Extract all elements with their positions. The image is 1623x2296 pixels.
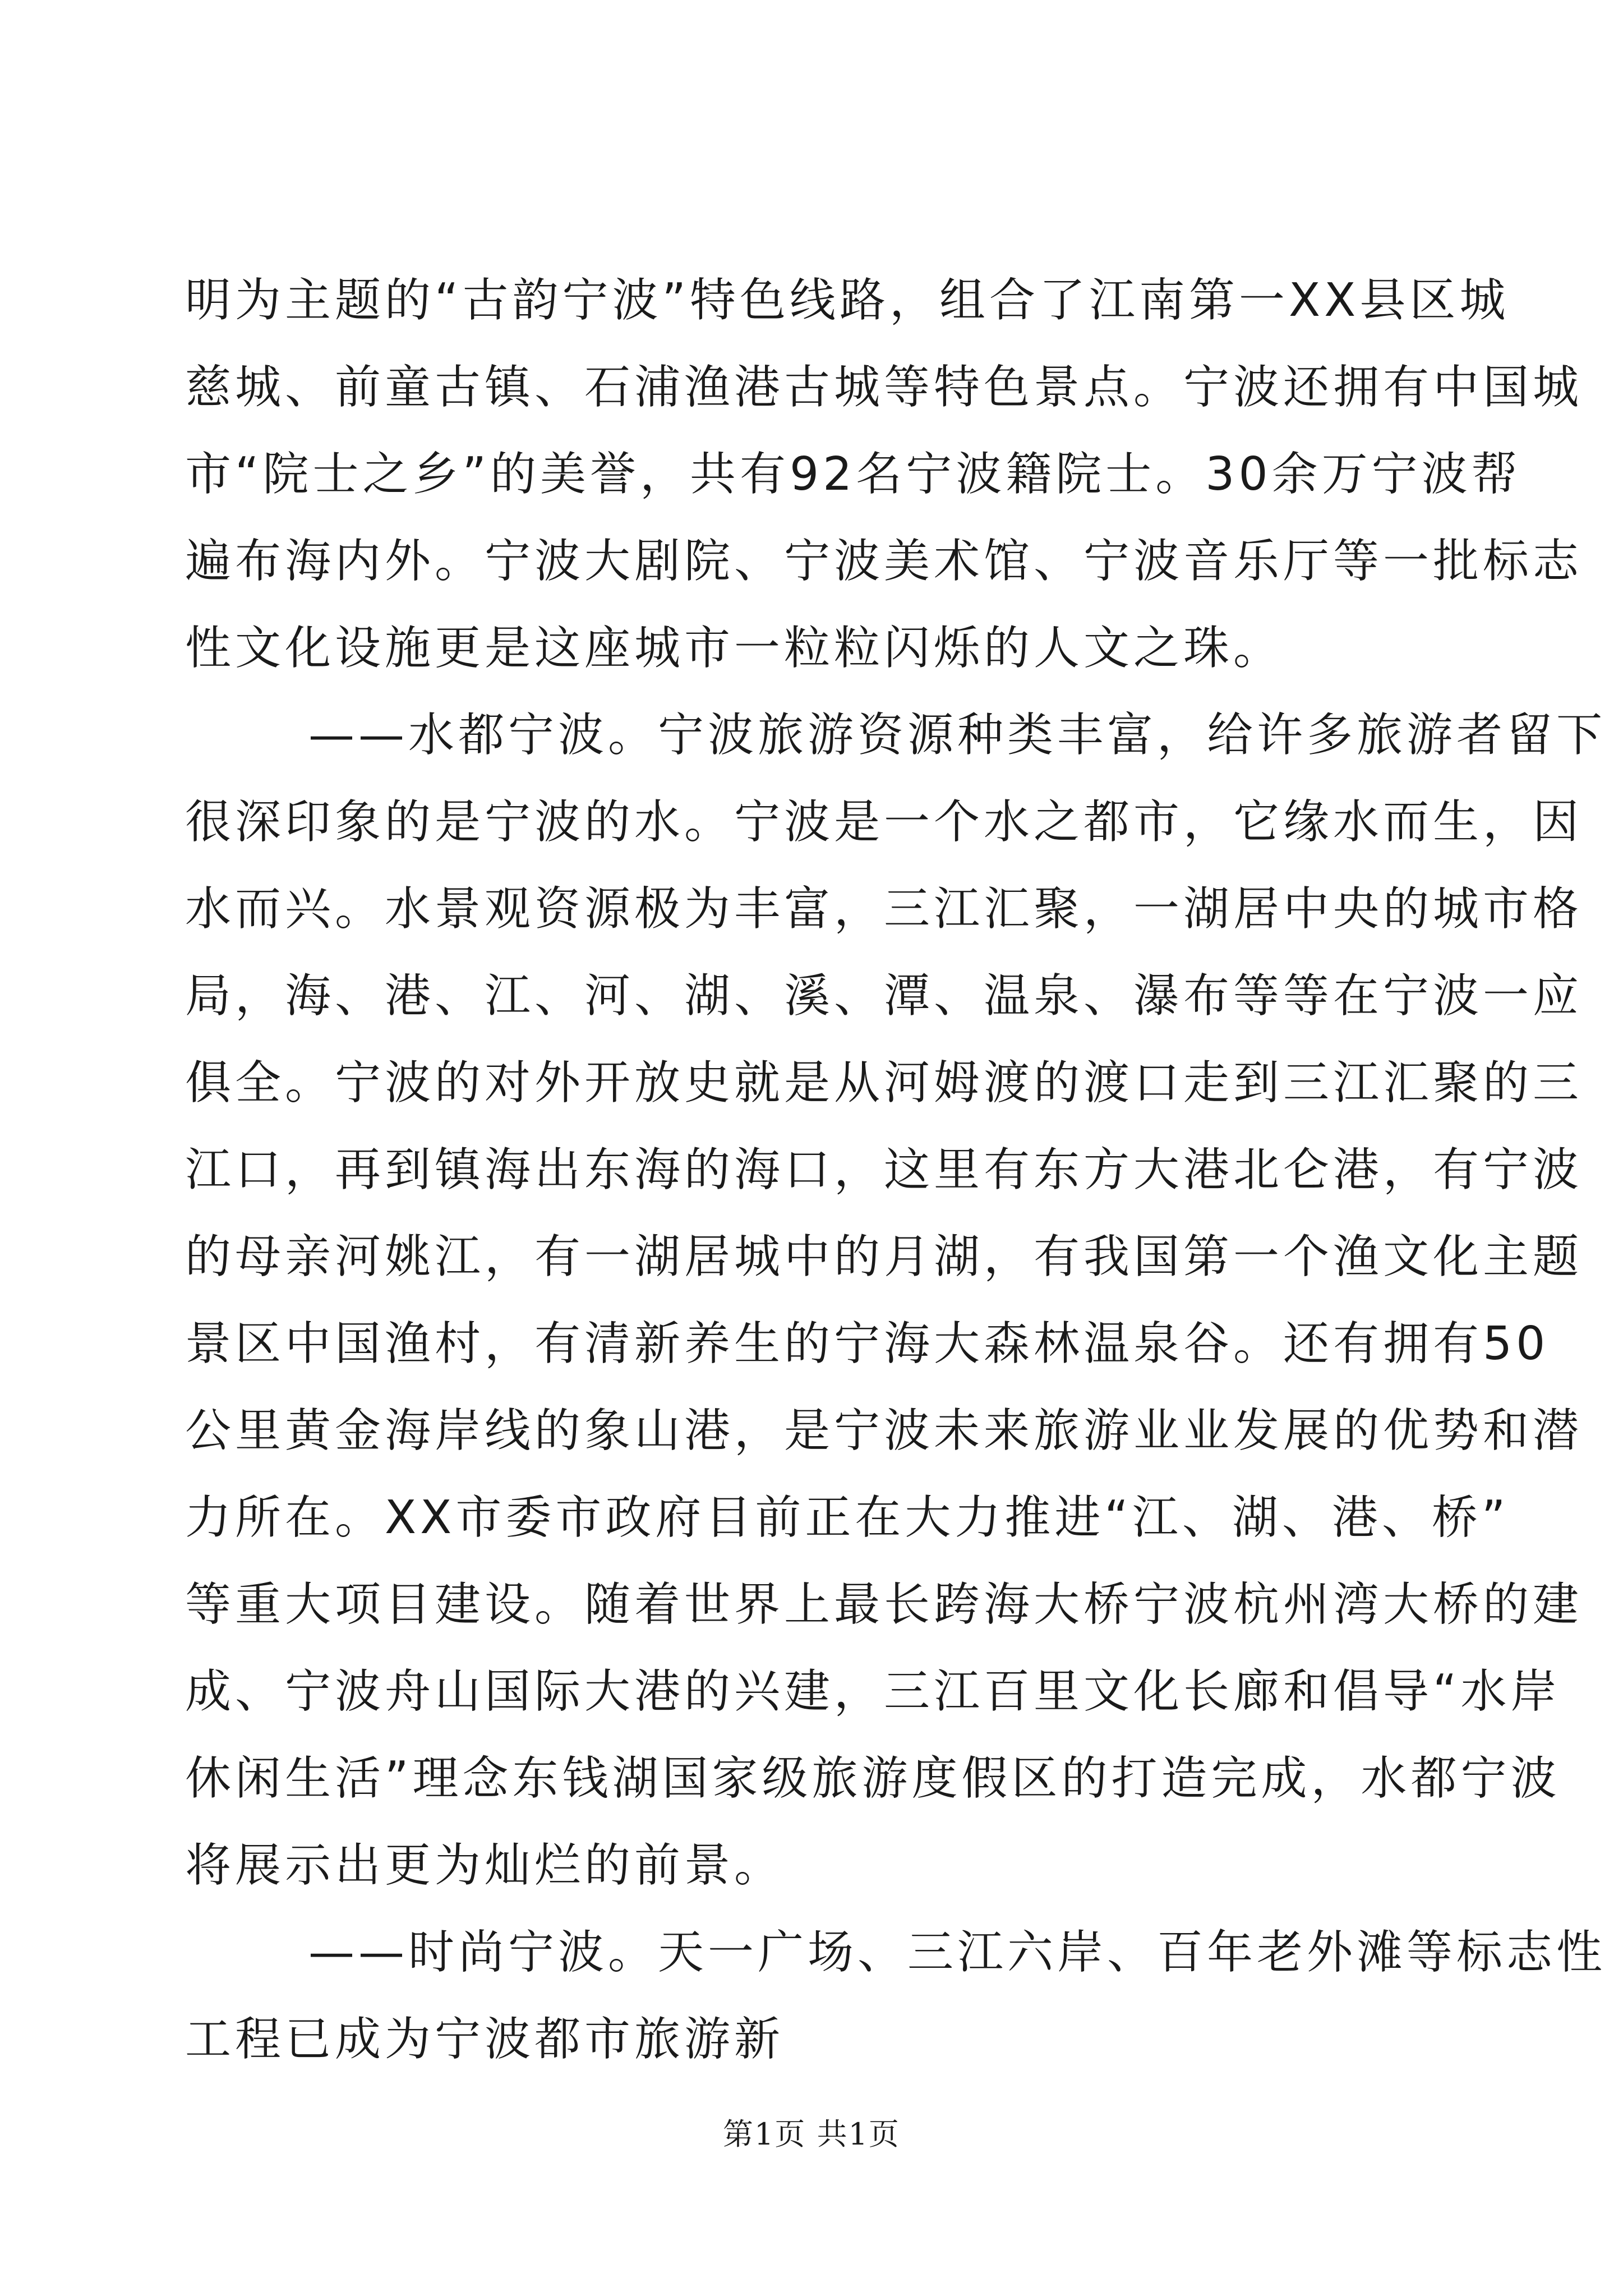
text-line: 明为主题的“古韵宁波”特色线路，组合了江南第一XX县区城 [185,274,1510,327]
text-line: 性文化设施更是这座城市一粒粒闪烁的人文之珠。 [185,622,1284,675]
text-line: 水而兴。水景观资源极为丰富，三江汇聚，一湖居中央的城市格 [185,882,1583,936]
text-line: 局，海、港、江、河、湖、溪、潭、温泉、瀑布等等在宁波一应 [185,969,1583,1023]
document-body [185,257,1607,2083]
text-line: 景区中国渔村，有清新养生的宁海大森林温泉谷。还有拥有50 [185,1317,1550,1370]
text-line: 将展示出更为灿烂的前景。 [185,1839,785,1892]
text-line: 江口，再到镇海出东海的海口，这里有东方大港北仑港，有宁波 [185,1143,1583,1197]
text-line: 工程已成为宁波都市旅游新 [185,2013,785,2066]
page-footer: 第1页 共1页 [723,2116,900,2152]
text-line: 俱全。宁波的对外开放史就是从河姆渡的渡口走到三江汇聚的三 [185,1056,1583,1110]
text-line: 等重大项目建设。随着世界上最长跨海大桥宁波杭州湾大桥的建 [185,1578,1583,1631]
paragraph-start-line: ——水都宁波。宁波旅游资源种类丰富，给许多旅游者留下 [308,708,1607,762]
text-line: 慈城、前童古镇、石浦渔港古城等特色景点。宁波还拥有中国城 [185,361,1583,414]
text-line: 成、宁波舟山国际大港的兴建，三江百里文化长廊和倡导“水岸 [185,1665,1561,1718]
text-line: 遍布海内外。宁波大剧院、宁波美术馆、宁波音乐厅等一批标志 [185,535,1583,588]
text-line: 很深印象的是宁波的水。宁波是一个水之都市，它缘水而生，因 [185,795,1583,849]
text-line: 的母亲河姚江，有一湖居城中的月湖，有我国第一个渔文化主题 [185,1230,1583,1283]
text-line: 市“院士之乡”的美誉，共有92名宁波籍院士。30余万宁波帮 [185,448,1521,501]
paragraph-start-line: ——时尚宁波。天一广场、三江六岸、百年老外滩等标志性 [308,1926,1607,1979]
text-line: 公里黄金海岸线的象山港，是宁波未来旅游业业发展的优势和潜 [185,1404,1583,1457]
text-line: 休闲生活”理念东钱湖国家级旅游度假区的打造完成，水都宁波 [185,1752,1561,1805]
text-line: 力所在。XX市委市政府目前正在大力推进“江、湖、港、桥” [185,1491,1510,1544]
